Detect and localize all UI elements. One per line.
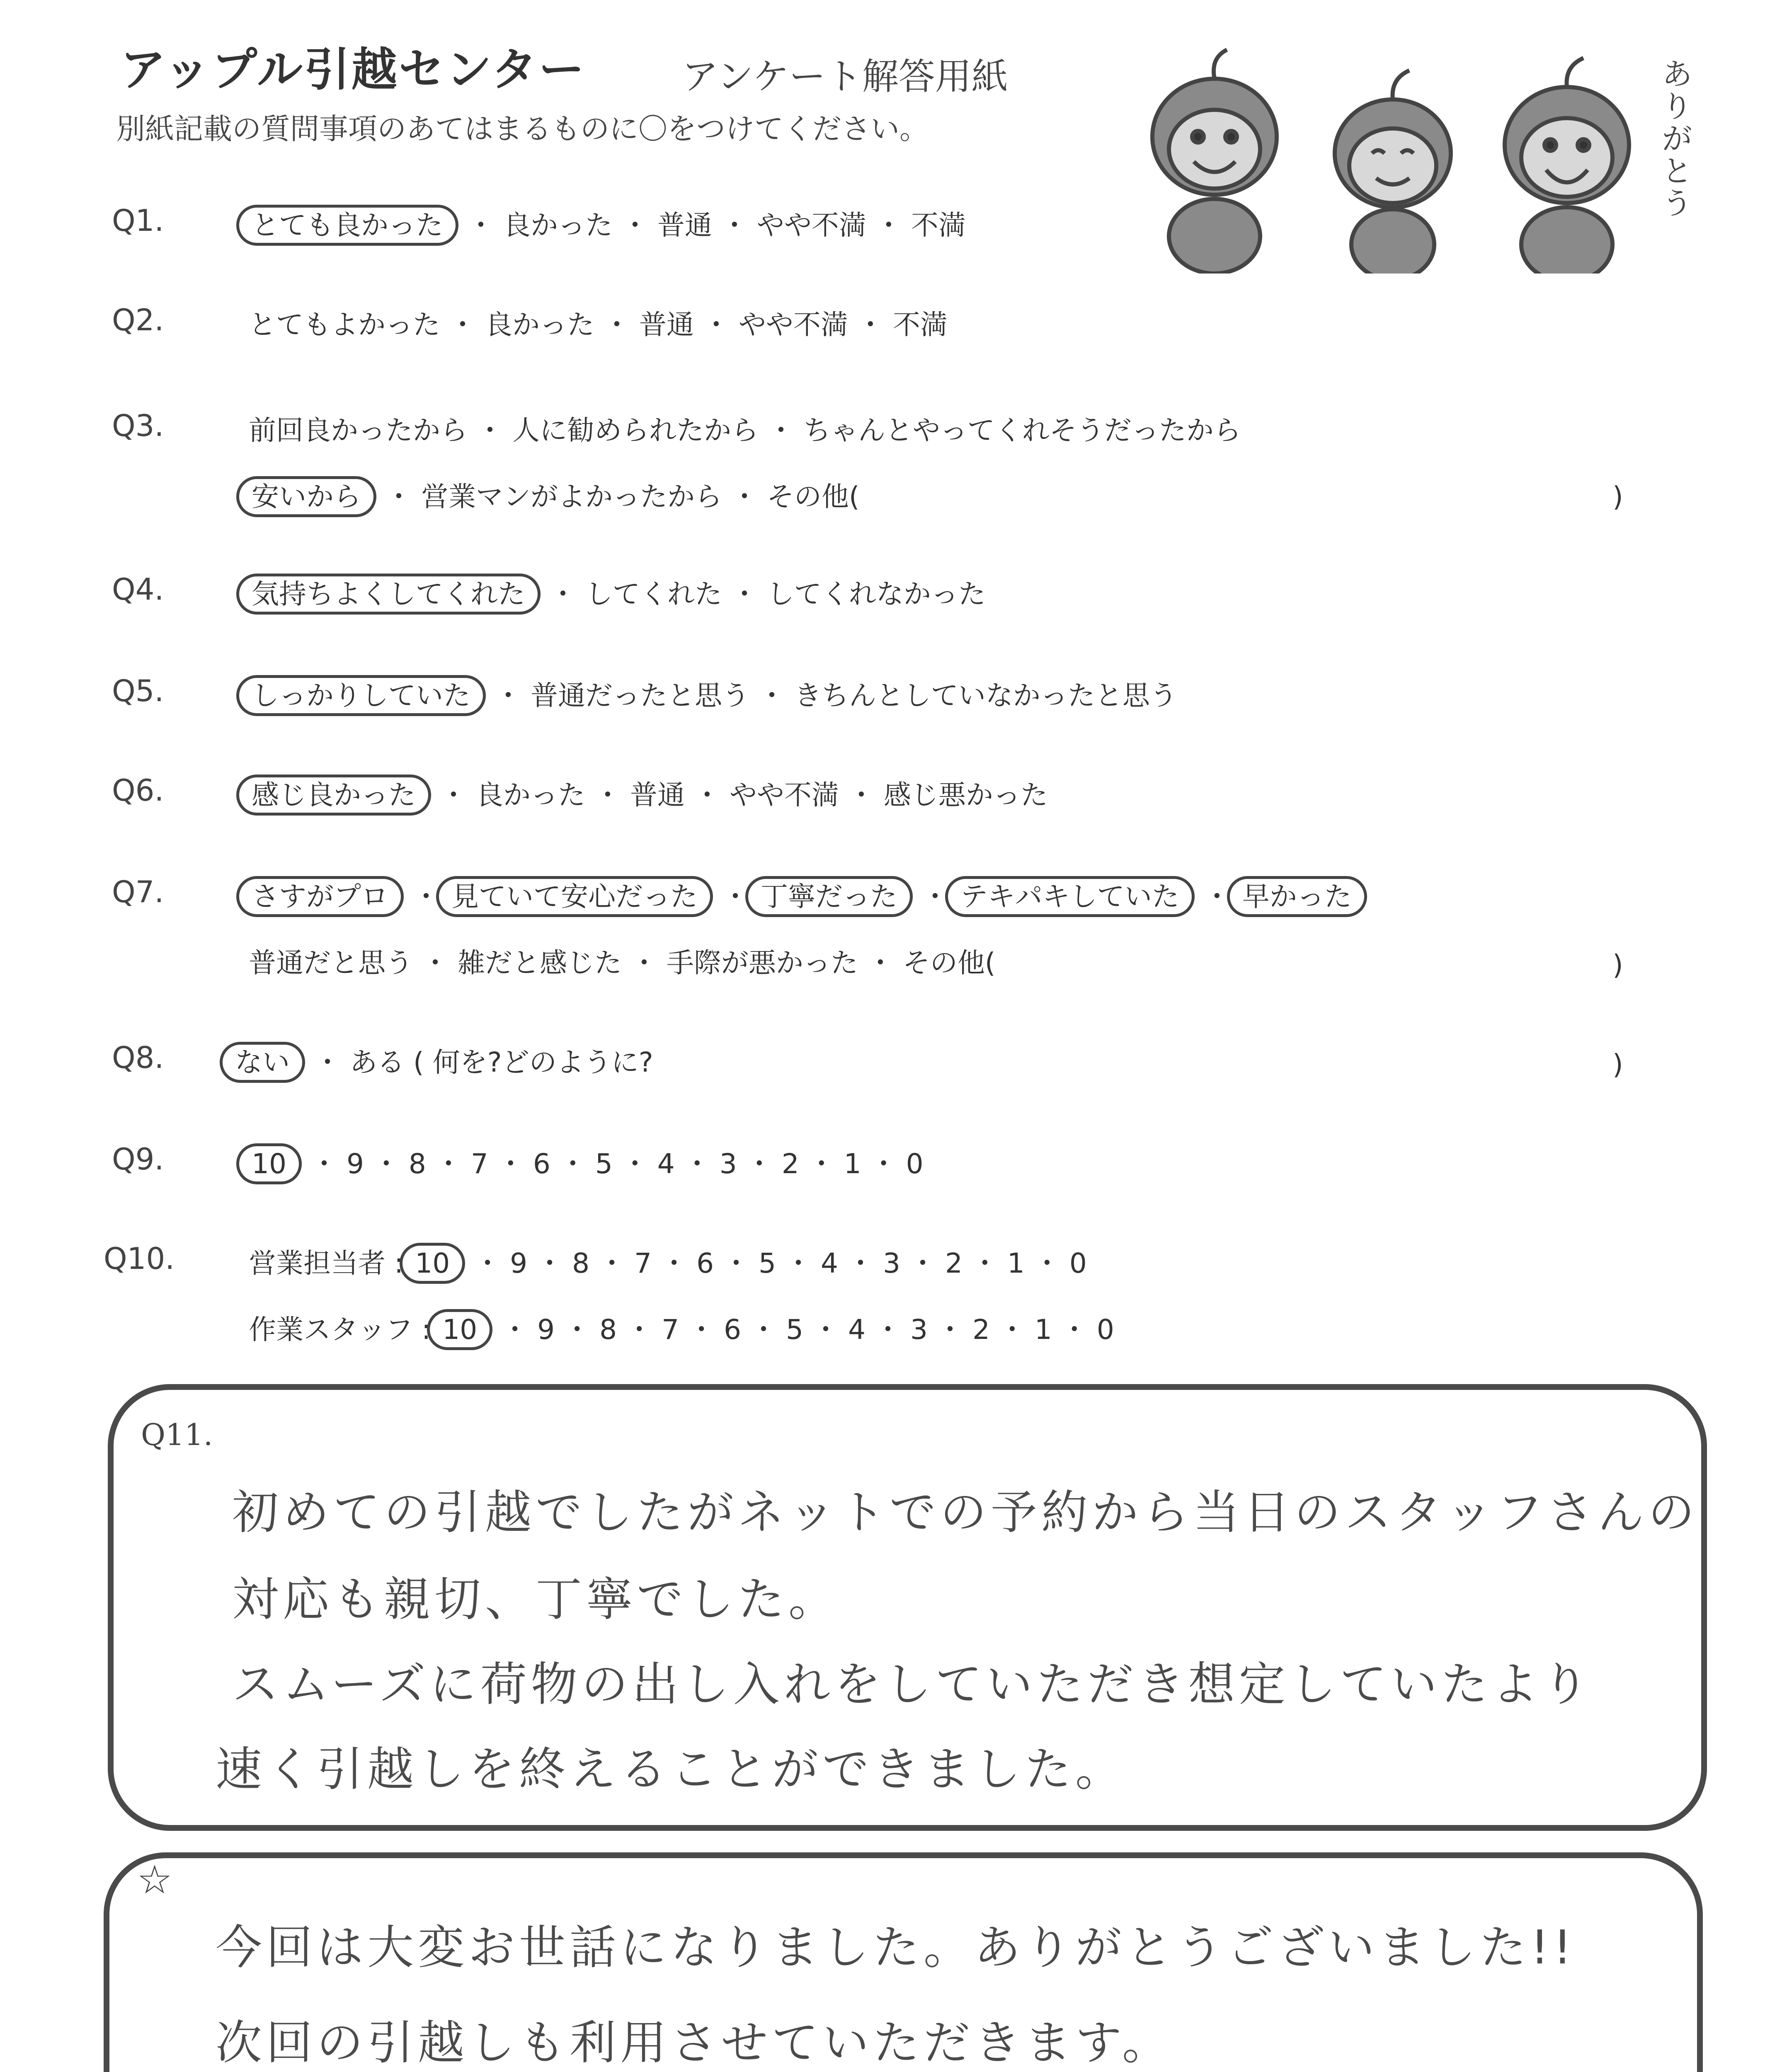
q5-option-selected[interactable]: しっかりしていた (236, 675, 486, 716)
q10-sales-score[interactable]: 9 (510, 1247, 528, 1279)
q9-score-selected[interactable]: 10 (236, 1143, 302, 1184)
q2-option[interactable]: とてもよかった (249, 309, 440, 341)
q10-sales-row: 営業担当者 : 10 ・ 9 ・ 8 ・ 7 ・ 6 ・ 5 ・ 4 ・ 3 ・ 2 ・ 1 ・ 0 (249, 1241, 1087, 1280)
q7-option[interactable]: 普通だと思う (249, 947, 413, 979)
q9-score[interactable]: 7 (470, 1148, 488, 1180)
q10-sales-score[interactable]: 1 (1007, 1247, 1025, 1279)
q10-staff-score[interactable]: 6 (724, 1314, 742, 1346)
company-title: アップル引越センター (120, 43, 586, 96)
q5-label: Q5. (112, 673, 164, 708)
q10-sales-score[interactable]: 0 (1069, 1247, 1087, 1279)
monkey-icon (1152, 50, 1277, 274)
q1-option[interactable]: 良かった (503, 209, 613, 241)
q6-option[interactable]: やや不満 (729, 779, 839, 811)
q3-option[interactable]: 人に勧められたから (512, 414, 759, 446)
q1-option[interactable]: 不満 (911, 209, 966, 241)
q10-staff-score[interactable]: 4 (848, 1314, 866, 1346)
q10-row-name: 作業スタッフ (249, 1314, 413, 1346)
q3-option[interactable]: 営業マンがよかったから (421, 481, 722, 513)
q2-label: Q2. (112, 303, 164, 337)
q8-paren-close: ) (1612, 1048, 1623, 1080)
q10-sales-score[interactable]: 6 (696, 1247, 714, 1279)
q7-option-selected[interactable]: テキパキしていた (945, 876, 1195, 917)
q8-option[interactable]: ある ( 何を?どのように? (349, 1046, 653, 1078)
q3-option[interactable]: ちゃんとやってくれそうだったから (803, 414, 1241, 446)
q5-option[interactable]: きちんとしていなかったと思う (794, 680, 1177, 712)
q7-option-selected[interactable]: 丁寧だった (745, 876, 913, 917)
q2-option[interactable]: 不満 (892, 309, 948, 341)
q10-staff-score[interactable]: 7 (662, 1314, 679, 1346)
q6-label: Q6. (112, 773, 164, 808)
q9-score[interactable]: 5 (595, 1148, 613, 1180)
q4-label: Q4. (112, 572, 164, 607)
q2-option[interactable]: 良かった (485, 309, 594, 341)
thanks-text: ありがとう (1662, 57, 1692, 221)
q7-label: Q7. (112, 874, 164, 909)
q4-option-selected[interactable]: 気持ちよくしてくれた (236, 574, 541, 615)
q10-sales-score[interactable]: 8 (572, 1247, 590, 1279)
instruction-text: 別紙記載の質問事項のあてはまるものに〇をつけてください。 (116, 112, 929, 146)
q9-score[interactable]: 1 (844, 1148, 861, 1180)
star-icon: ☆ (137, 1857, 173, 1903)
q10-staff-score[interactable]: 1 (1034, 1314, 1052, 1346)
q3-paren-close: ) (1612, 481, 1623, 513)
q9-score[interactable]: 3 (719, 1148, 737, 1180)
q6-options: 感じ良かった ・ 良かった ・ 普通 ・ やや不満 ・ 感じ悪かった (249, 773, 1048, 812)
q5-option[interactable]: 普通だったと思う (530, 680, 749, 712)
q7-options-line2: 普通だと思う ・ 雑だと感じた ・ 手際が悪かった ・ その他( (249, 947, 996, 979)
q1-option-selected[interactable]: とても良かった (236, 205, 458, 246)
q8-option-selected[interactable]: ない (220, 1042, 305, 1083)
q3-options-line1: 前回良かったから ・ 人に勧められたから ・ ちゃんとやってくれそうだったから (249, 414, 1241, 446)
q10-staff-score[interactable]: 5 (786, 1314, 804, 1346)
q10-sales-score[interactable]: 3 (883, 1247, 900, 1279)
q9-score[interactable]: 0 (906, 1148, 924, 1180)
q7-option[interactable]: 雑だと感じた (457, 947, 622, 979)
q9-score[interactable]: 2 (781, 1148, 799, 1180)
q7-option-selected[interactable]: 見ていて安心だった (436, 876, 713, 917)
q2-option[interactable]: 普通 (639, 309, 694, 341)
q9-score[interactable]: 8 (408, 1148, 426, 1180)
q3-label: Q3. (112, 408, 164, 443)
q10-row-name: 営業担当者 (249, 1247, 385, 1279)
q2-options: とてもよかった ・ 良かった ・ 普通 ・ やや不満 ・ 不満 (249, 309, 948, 341)
q6-option-selected[interactable]: 感じ良かった (236, 775, 431, 816)
q10-sales-score[interactable]: 2 (945, 1247, 963, 1279)
q11-comment-line: 速く引越しを終えることができました。 (216, 1743, 1126, 1796)
q10-sales-score[interactable]: 5 (759, 1247, 776, 1279)
q9-score[interactable]: 4 (657, 1148, 675, 1180)
q11-comment-line: スムーズに荷物の出し入れをしていただき想定していたより (232, 1658, 1593, 1711)
q5-options: しっかりしていた ・ 普通だったと思う ・ きちんとしていなかったと思う (249, 673, 1177, 713)
q7-option-other[interactable]: その他( (902, 947, 996, 979)
q3-option[interactable]: 前回良かったから (249, 414, 468, 446)
monkey-mascots-illustration (1132, 41, 1679, 274)
star-comment-line: 今回は大変お世話になりました。ありがとうございました!! (216, 1921, 1576, 1975)
q10-label: Q10. (104, 1241, 175, 1276)
q11-comment-line: 初めての引越でしたがネットでの予約から当日のスタッフさんの (232, 1486, 1699, 1539)
q3-option-other[interactable]: その他( (766, 481, 860, 513)
q11-comment-line: 対応も親切、丁寧でした。 (232, 1573, 839, 1627)
q9-label: Q9. (112, 1142, 164, 1176)
q2-option[interactable]: やや不満 (738, 309, 848, 341)
q7-option-selected[interactable]: さすがプロ (236, 876, 404, 917)
q10-staff-score[interactable]: 0 (1096, 1314, 1114, 1346)
q1-options: とても良かった ・ 良かった ・ 普通 ・ やや不満 ・ 不満 (249, 203, 966, 242)
q7-option[interactable]: 手際が悪かった (666, 947, 858, 979)
q6-option[interactable]: 良かった (475, 779, 585, 811)
q3-option-selected[interactable]: 安いから (236, 476, 376, 517)
q6-option[interactable]: 普通 (630, 779, 685, 811)
q6-option[interactable]: 感じ悪かった (883, 779, 1048, 811)
q1-option[interactable]: 普通 (657, 209, 712, 241)
q4-options: 気持ちよくしてくれた ・ してくれた ・ してくれなかった (249, 572, 986, 611)
q4-option[interactable]: してくれなかった (766, 578, 986, 610)
q10-staff-score-selected[interactable]: 10 (427, 1309, 492, 1350)
q10-staff-score[interactable]: 3 (910, 1314, 928, 1346)
star-comment-line: 次回の引越しも利用させていただきます。 (216, 2016, 1173, 2070)
q10-sales-score[interactable]: 7 (634, 1247, 652, 1279)
q9-score[interactable]: 9 (346, 1148, 364, 1180)
form-title: アンケート解答用紙 (682, 55, 1008, 98)
q1-label: Q1. (112, 203, 164, 238)
q7-options-line1: さすがプロ ・ 見ていて安心だった ・ 丁寧だった ・ テキパキしていた ・ 早かった (249, 874, 1367, 914)
q11-label: Q11. (141, 1417, 213, 1452)
q7-paren-close: ) (1612, 949, 1623, 981)
q1-option[interactable]: やや不満 (756, 209, 866, 241)
q9-scale: 10 ・ 9 ・ 8 ・ 7 ・ 6 ・ 5 ・ 4 ・ 3 ・ 2 ・ 1 ・ 0 (249, 1142, 924, 1181)
q10-staff-score[interactable]: 9 (537, 1314, 555, 1346)
q4-option[interactable]: してくれた (585, 578, 722, 610)
monkey-icon (1505, 58, 1629, 274)
monkey-icon (1335, 70, 1451, 274)
q8-label: Q8. (112, 1040, 164, 1075)
q10-sales-score-selected[interactable]: 10 (400, 1243, 465, 1284)
q10-sales-score[interactable]: 4 (821, 1247, 838, 1279)
q8-options: ない ・ ある ( 何を?どのように? (232, 1040, 653, 1080)
q9-score[interactable]: 6 (533, 1148, 550, 1180)
q7-option-selected[interactable]: 早かった (1227, 876, 1367, 917)
q10-staff-row: 作業スタッフ : 10 ・ 9 ・ 8 ・ 7 ・ 6 ・ 5 ・ 4 ・ 3 ・ 2 ・ 1 ・ 0 (249, 1307, 1114, 1347)
q10-staff-score[interactable]: 8 (599, 1314, 617, 1346)
q10-staff-score[interactable]: 2 (972, 1314, 990, 1346)
q3-options-line2: 安いから ・ 営業マンがよかったから ・ その他( (249, 474, 860, 514)
